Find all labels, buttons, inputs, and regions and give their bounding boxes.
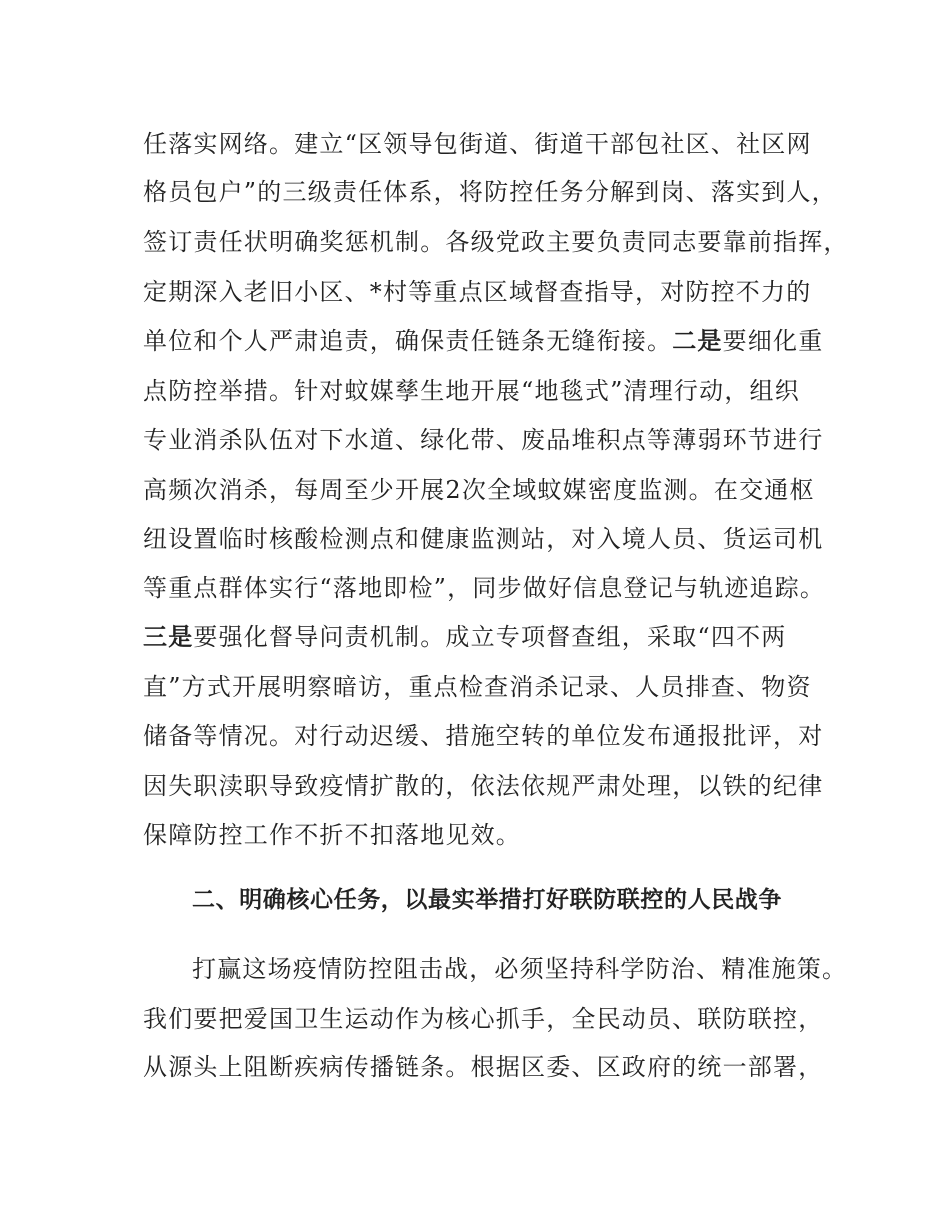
paragraph-line: 格员包户”的三级责任体系，将防控任务分解到岗、落实到人，: [143, 178, 837, 206]
paragraph-line: 纽设置临时核酸检测点和健康监测站，对入境人员、货运司机: [143, 525, 824, 553]
text-run: 单位和个人严肃追责，确保责任链条无缝衔接。: [143, 327, 673, 355]
paragraph-line: 定期深入老旧小区、*村等重点区域督查指导，对防控不力的: [143, 278, 812, 306]
bold-marker: 二是: [672, 327, 723, 355]
paragraph-line: 等重点群体实行“落地即检”，同步做好信息登记与轨迹追踪。: [143, 574, 826, 602]
paragraph-line: 我们要把爱国卫生运动作为核心抓手，全民动员、联防联控，: [143, 1005, 824, 1033]
paragraph-line: [143, 621, 786, 653]
paragraph-line: 打赢这场疫情防控阻击战，必须坚持科学防治、精准施策。: [192, 955, 848, 983]
paragraph-line: 保障防控工作不折不扣落地见效。: [143, 821, 521, 849]
text-run: 要强化督导问责机制。成立专项督查组，采取“四不两: [193, 623, 787, 651]
text-run: 要细化重: [722, 327, 824, 355]
paragraph-line: [143, 325, 823, 357]
paragraph-line: 专业消杀队伍对下水道、绿化带、废品堆积点等薄弱环节进行: [143, 426, 824, 454]
paragraph-line: 高频次消杀，每周至少开展2次全域蚊媒密度监测。在交通枢: [143, 476, 815, 504]
paragraph-line: 储备等情况。对行动迟缓、措施空转的单位发布通报批评，对: [143, 722, 824, 750]
paragraph-line: 签订责任状明确奖惩机制。各级党政主要负责同志要靠前指挥，: [143, 228, 849, 256]
paragraph-line: 因失职渎职导致疫情扩散的，依法依规严肃处理，以铁的纪律: [143, 772, 824, 800]
bold-marker: 三是: [143, 623, 194, 651]
paragraph-line: 点防控举措。针对蚊媒孳生地开展“地毯式”清理行动，组织: [143, 377, 800, 405]
paragraph-line: 从源头上阻断疾病传播链条。根据区委、区政府的统一部署，: [143, 1053, 824, 1081]
paragraph-line: 任落实网络。建立“区领导包街道、街道干部包社区、社区网: [143, 130, 812, 158]
section-heading: 二、明确核心任务，以最实举措打好联防联控的人民战争: [192, 887, 782, 913]
paragraph-line: 直”方式开展明察暗访，重点检查消杀记录、人员排查、物资: [143, 673, 812, 701]
